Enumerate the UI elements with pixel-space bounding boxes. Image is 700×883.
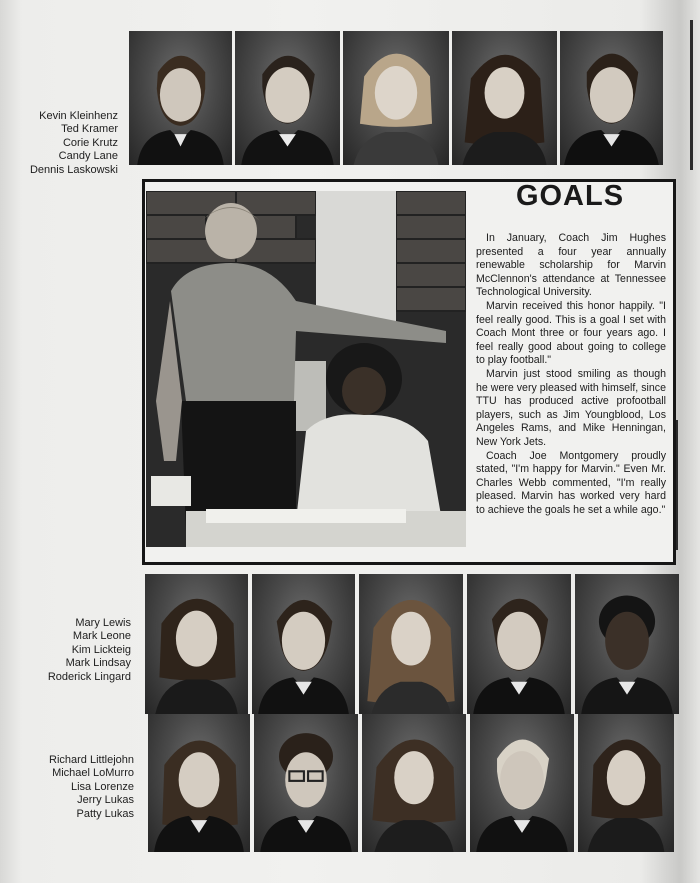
student-portrait: [452, 31, 557, 165]
student-name: Mark Leone: [72, 630, 131, 643]
student-portrait: [235, 31, 340, 165]
article-paragraph: Marvin just stood smiling as though he were very pleased with himself, since TTU has produced active profootball players, such as Jim Youngblood, Los Angeles Rams, and Mike Henningan, New York Jets.: [476, 367, 666, 448]
student-name: Jerry Lukas: [77, 794, 134, 807]
student-portrait: [148, 714, 250, 852]
middle-portrait-row: [145, 574, 679, 714]
student-name: Kevin Kleinhenz: [39, 110, 118, 122]
student-portrait: [362, 714, 466, 852]
student-name: Corie Krutz: [62, 136, 118, 149]
student-name: Richard Littlejohn: [49, 754, 134, 766]
feature-photo: [146, 191, 466, 547]
feature-article: [476, 232, 666, 517]
top-name-list: [10, 110, 118, 177]
student-name: Lisa Lorenze: [71, 780, 134, 793]
student-portrait: [254, 714, 358, 852]
student-name: Roderick Lingard: [47, 670, 131, 683]
binding-edge-rule-lower: [676, 420, 678, 550]
student-name: Candy Lane: [58, 150, 118, 163]
student-name: Mary Lewis: [75, 617, 131, 629]
bottom-portrait-row: [148, 714, 674, 852]
student-portrait: [129, 31, 232, 165]
bottom-name-list: [10, 754, 134, 821]
student-portrait: [359, 574, 463, 714]
middle-name-list: [10, 617, 131, 684]
student-portrait: [575, 574, 679, 714]
article-paragraph: In January, Coach Jim Hughes presented a four year annually renewable scholarship for Marvin McClennon's attendance at Tennessee Technological University.: [476, 232, 666, 299]
student-portrait: [467, 574, 571, 714]
student-portrait: [470, 714, 574, 852]
student-portrait: [343, 31, 449, 165]
student-portrait: [252, 574, 355, 714]
article-paragraph: Coach Joe Montgomery proudly stated, "I'm happy for Marvin." Even Mr. Charles Webb commented, "I'm really pleased. Marvin has worked very hard to achieve the goals he set a while ago.": [476, 449, 666, 516]
feature-title: GOALS: [515, 180, 625, 212]
student-portrait: [560, 31, 663, 165]
student-name: Dennis Laskowski: [29, 163, 118, 176]
student-name: Patty Lukas: [76, 807, 134, 820]
student-portrait: [578, 714, 674, 852]
binding-edge-rule: [690, 20, 693, 170]
student-name: Kim Lickteig: [71, 643, 131, 656]
student-portrait: [145, 574, 248, 714]
top-portrait-row: [129, 31, 663, 165]
student-name: Michael LoMurro: [52, 767, 134, 780]
student-name: Ted Kramer: [61, 123, 118, 136]
article-paragraph: Marvin received this honor happily. "I feel really good. This is a goal I set with Coach Mont three or four years ago. I feel really good about going to college to play football.": [476, 299, 666, 367]
student-name: Mark Lindsay: [65, 657, 131, 670]
